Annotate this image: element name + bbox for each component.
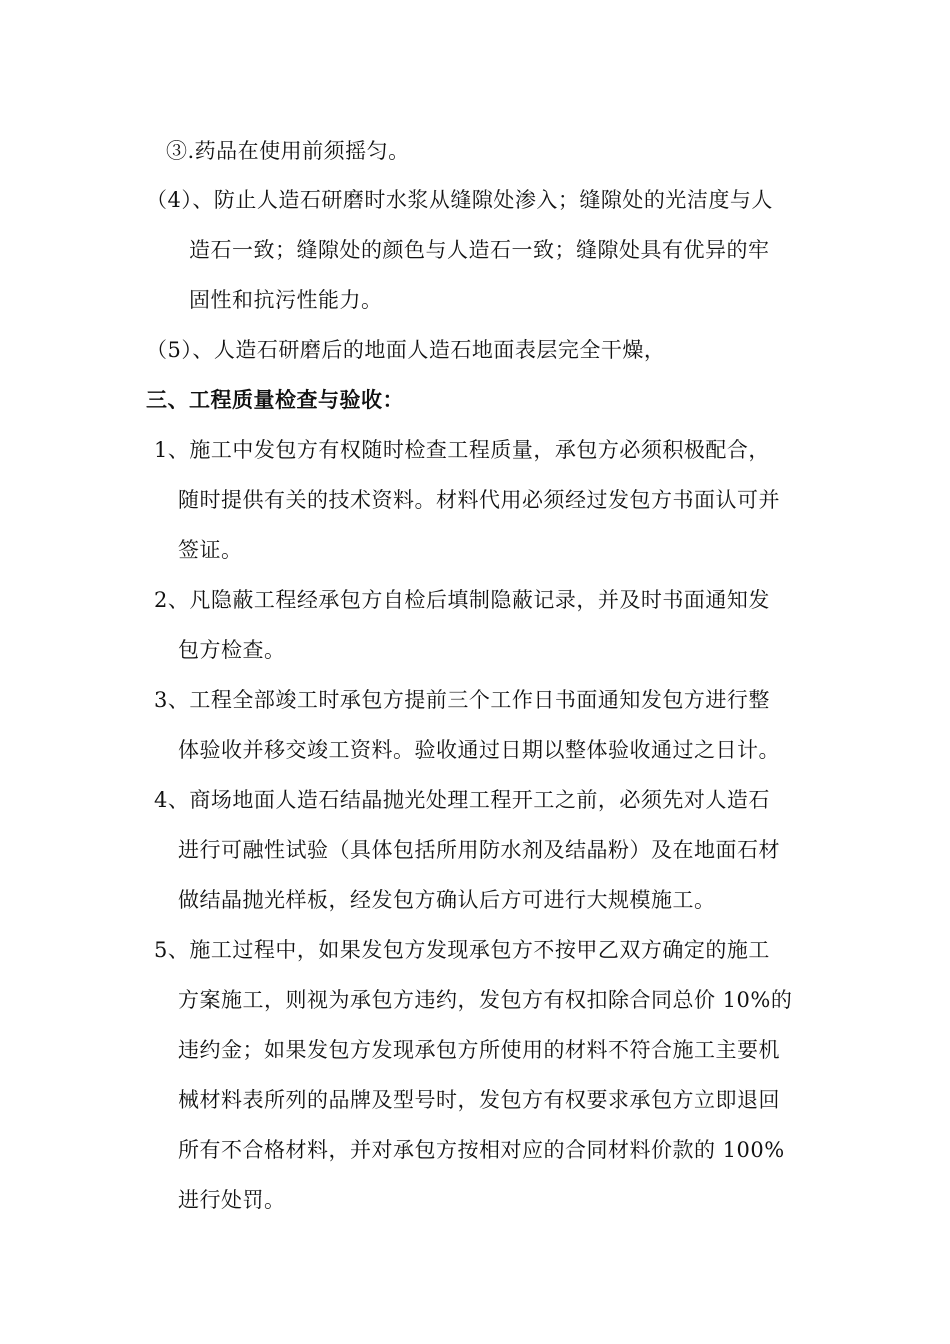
clause-1-line-1: 1、施工中发包方有权随时检查工程质量，承包方必须积极配合，: [154, 438, 770, 462]
clause-5-line-4: 械材料表所列的品牌及型号时，发包方有权要求承包方立即退回: [178, 1088, 780, 1112]
clause-5-line-2: 方案施工，则视为承包方违约，发包方有权扣除合同总价 10%的: [178, 988, 793, 1012]
clause-5-line-6: 进行处罚。: [178, 1188, 286, 1212]
clause-4-line-1: 4、商场地面人造石结晶抛光处理工程开工之前，必须先对人造石: [154, 788, 770, 812]
clause-2-line-2: 包方检查。: [178, 638, 286, 662]
clause-5-line-3: 违约金；如果发包方发现承包方所使用的材料不符合施工主要机: [178, 1038, 780, 1062]
sub-item-3: ③.药品在使用前须摇匀。: [166, 139, 410, 163]
clause-4-line-2: 进行可融性试验（具体包括所用防水剂及结晶粉）及在地面石材: [178, 838, 780, 862]
item-5-line-1: （5）、人造石研磨后的地面人造石地面表层完全干燥，: [146, 338, 666, 362]
section-heading: 三、工程质量检查与验收：: [146, 388, 404, 412]
clause-3-line-1: 3、工程全部竣工时承包方提前三个工作日书面通知发包方进行整: [154, 688, 770, 712]
clause-3-line-2: 体验收并移交竣工资料。验收通过日期以整体验收通过之日计。: [178, 738, 780, 762]
clause-4-line-3: 做结晶抛光样板，经发包方确认后方可进行大规模施工。: [178, 888, 716, 912]
clause-5-line-1: 5、施工过程中，如果发包方发现承包方不按甲乙双方确定的施工: [154, 938, 770, 962]
item-4-line-3: 固性和抗污性能力。: [189, 288, 383, 312]
clause-1-line-2: 随时提供有关的技术资料。材料代用必须经过发包方书面认可并: [178, 488, 780, 512]
item-4-line-2: 造石一致；缝隙处的颜色与人造石一致；缝隙处具有优异的牢: [189, 238, 770, 262]
clause-1-line-3: 签证。: [178, 538, 243, 562]
item-4-line-1: （4）、防止人造石研磨时水浆从缝隙处渗入；缝隙处的光洁度与人: [146, 188, 773, 212]
clause-5-line-5: 所有不合格材料，并对承包方按相对应的合同材料价款的 100%: [178, 1138, 785, 1162]
clause-2-line-1: 2、凡隐蔽工程经承包方自检后填制隐蔽记录，并及时书面通知发: [154, 588, 770, 612]
